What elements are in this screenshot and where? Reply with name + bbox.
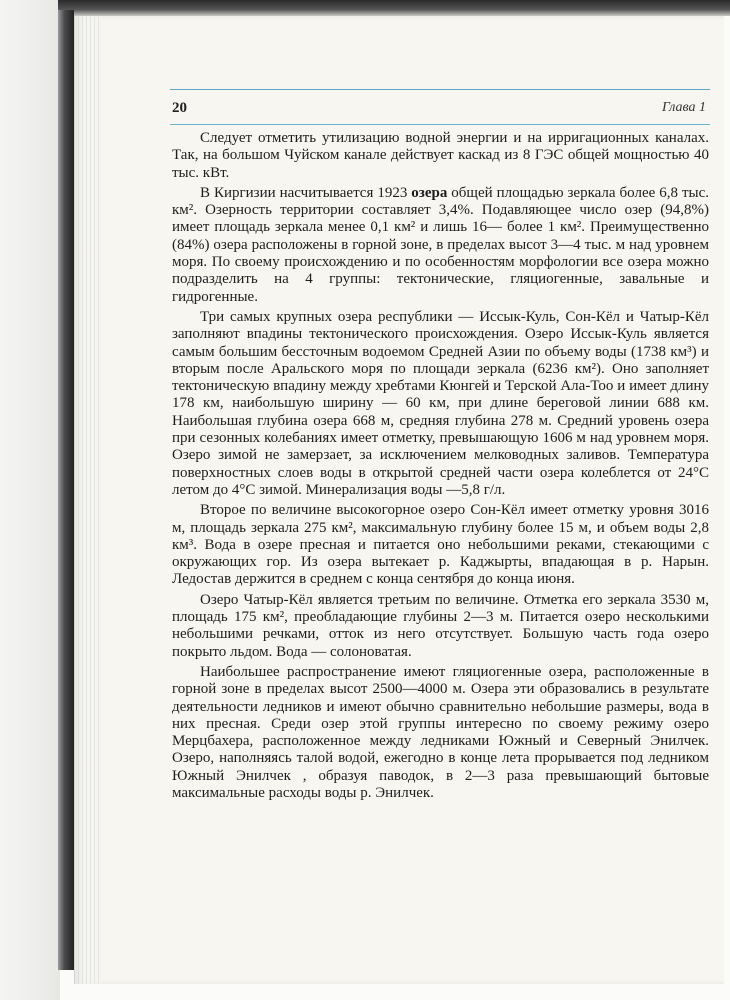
paragraph: Три самых крупных озера республики — Иссык-Куль, Сон-Кёл и Чатыр-Кёл заполняют впадины тектонического происхождения. Озеро Иссык-Куль является самым большим бессточным водоемом Средней Азии по объему воды (1738 км³) и вторым после Аральского моря по площади зеркала (6236 км²). Оно заполняет тектоническую впадину между хребтами Кюнгей и Терской Ала-Тоо и имеет длину 178 км, наибольшую ширину — 60 км, при длине береговой линии 688 км. Наибольшая глубина озера 668 м, средняя глубина 278 м. Средний уровень озера при сезонных колебаниях имеет отметку, превышающую 1606 м над уровнем моря. Озеро зимой не замерзает, за исключением мелководных заливов. Температура поверхностных слоев воды в открытой средней части озера колеблется от 24°С летом до 4°С зимой. Минерализация воды —5,8 г/л. <box>172 308 709 498</box>
scan-background <box>0 0 60 1000</box>
page-edges <box>74 16 102 984</box>
paragraph: Следует отметить утилизацию водной энергии и на ирригационных каналах. Так, на большом Чуйском канале действует каскад из 8 ГЭС общей мощностью 40 тыс. кВт. <box>172 130 709 181</box>
body-text <box>172 130 709 802</box>
header-rule-bottom <box>170 124 710 125</box>
paragraph-text-end: общей площадью зеркала более 6,8 тыс. км². Озерность территории составляет 3,4%. Подавляющее число озер (94,8%) имеет площадь зеркала менее 0,1 км² и лишь 16— более 1 км². Преимущественно (84%) озера расположены в горной зоне, в пределах высот 3—4 тыс. м над уровнем моря. По своему происхождению и по особенностям морфологии все озера можно подразделить на 4 группы: тектонические, гляциогенные, завальные и гидрогенные. <box>172 184 709 305</box>
bold-term: озера <box>411 184 448 201</box>
paragraph: Наибольшее распространение имеют гляциогенные озера, расположенные в горной зоне в пределах высот 2500—4000 м. Озера эти образовались в результате деятельности ледников и имеют обычно сравнительно небольшие размеры, вода в них пресная. Среди озер этой группы интересно по своему режиму озеро Мерцбахера, расположенное между ледниками Южный и Северный Энилчек. Озеро, наполняясь талой водой, ежегодно в конце лета прорывается под ледником Южный Энилчек , образуя паводок, в 2—3 раза превышающий бытовые максимальные расходы воды р. Энилчек. <box>172 663 709 801</box>
book-spine-shadow <box>58 10 74 970</box>
paragraph-text-start: В Киргизии насчитывается 1923 <box>200 184 412 201</box>
paragraph: Озеро Чатыр-Кёл является третьим по величине. Отметка его зеркала 3530 м, площадь 175 км², преобладающие глубины 2—3 м. Питается озеро несколькими небольшими речками, отток из него отсутствует. Большую часть года озеро покрыто льдом. Вода — солоноватая. <box>172 591 709 660</box>
paragraph: Второе по величине высокогорное озеро Сон-Кёл имеет отметку уровня 3016 м, площадь зеркала 275 км², максимальную глубину более 15 м, и объем воды 2,8 км³. Вода в озере пресная и питается оно небольшими реками, стекающими с окружающих гор. Из озера вытекает р. Каджырты, впадающая в р. Нарын. Ледостав держится в среднем с конца сентября до конца июня. <box>172 502 709 588</box>
paragraph <box>172 185 709 306</box>
scan-top-shadow <box>58 0 730 16</box>
page-number: 20 <box>172 100 187 116</box>
header-rule-top <box>170 89 710 90</box>
chapter-title: Глава 1 <box>662 100 706 115</box>
